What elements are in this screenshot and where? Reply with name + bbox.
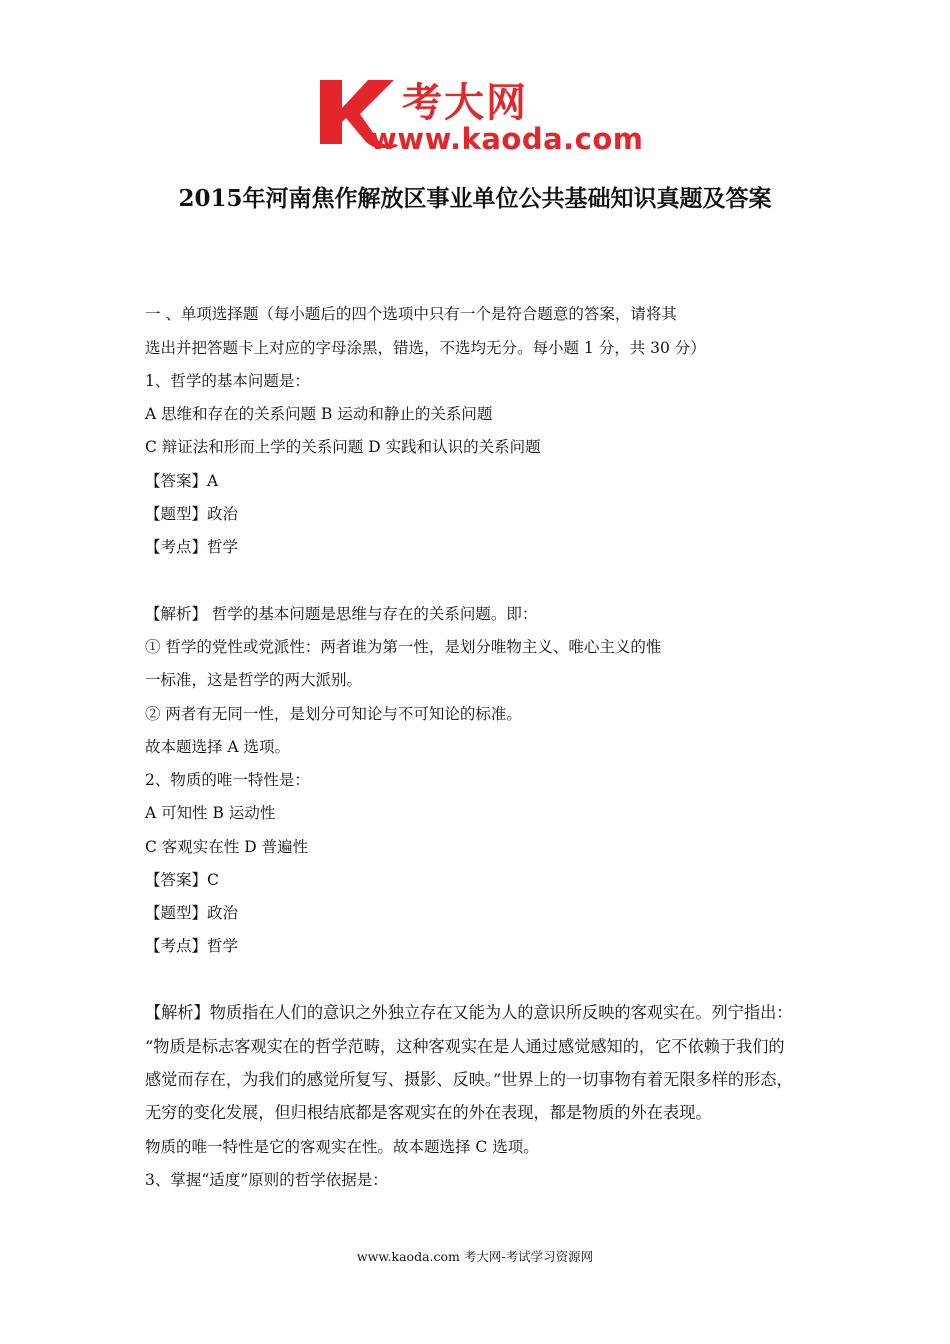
logo-chinese-text: 考大网 [402,80,528,126]
q2-type: 【题型】政治 [145,904,239,922]
question-1: 1、哲学的基本问题是： [145,372,310,390]
q2-conclusion: 物质的唯一特性是它的客观实在性。故本题选择 C 选项。 [145,1138,539,1156]
question-2: 2、物质的唯一特性是： [145,771,310,789]
question-3: 3、掌握“适度”原则的哲学依据是： [145,1171,388,1189]
q1-conclusion: 故本题选择 A 选项。 [145,738,291,756]
document-title: 2015年河南焦作解放区事业单位公共基础知识真题及答案 [178,185,772,212]
q2-analysis-cont-2: 感觉而存在，为我们的感觉所复写、摄影、反映。”世界上的一切事物有着无限多样的形态， [145,1070,793,1089]
q1-type: 【题型】政治 [145,505,239,523]
page-footer: www.kaoda.com 考大网-考试学习资源网 [356,1249,594,1264]
q1-analysis-point-1-cont: 一标准，这是哲学的两大派别。 [145,671,363,689]
q2-analysis-cont-1: “物质是标志客观实在的哲学范畴，这种客观实在是人通过感觉感知的，它不依赖于我们的 [145,1037,785,1056]
q1-topic: 【考点】哲学 [145,538,239,556]
q1-analysis-point-1: ① 哲学的党性或党派性：两者谁为第一性，是划分唯物主义、唯心主义的惟 [145,638,662,656]
q2-topic: 【考点】哲学 [145,937,239,955]
kaoda-logo [318,78,644,160]
q2-analysis: 【解析】物质指在人们的意识之外独立存在又能为人的意识所反映的客观实在。列宁指出： [145,1003,793,1022]
q1-analysis: 【解析】 哲学的基本问题是思维与存在的关系问题。即： [145,605,538,623]
logo-url-text: www.kaoda.com [370,122,644,156]
q2-options-ab: A 可知性 B 运动性 [145,804,276,822]
section-heading: 一 、单项选择题（每小题后的四个选项中只有一个是符合题意的答案，请将其 [145,305,677,323]
section-heading-cont: 选出并把答题卡上对应的字母涂黑，错选，不选均无分。每小题 1 分，共 30 分） [145,339,706,357]
q1-options-ab: A 思维和存在的关系问题 B 运动和静止的关系问题 [145,405,493,423]
q1-analysis-point-2: ② 两者有无同一性，是划分可知论与不可知论的标准。 [145,705,522,723]
q2-answer: 【答案】C [145,871,219,889]
q2-analysis-cont-3: 无穷的变化发展，但归根结底都是客观实在的外在表现，都是物质的外在表现。 [145,1103,712,1122]
q1-answer: 【答案】A [145,472,219,490]
q2-options-cd: C 客观实在性 D 普遍性 [145,838,309,856]
q1-options-cd: C 辩证法和形而上学的关系问题 D 实践和认识的关系问题 [145,438,541,456]
